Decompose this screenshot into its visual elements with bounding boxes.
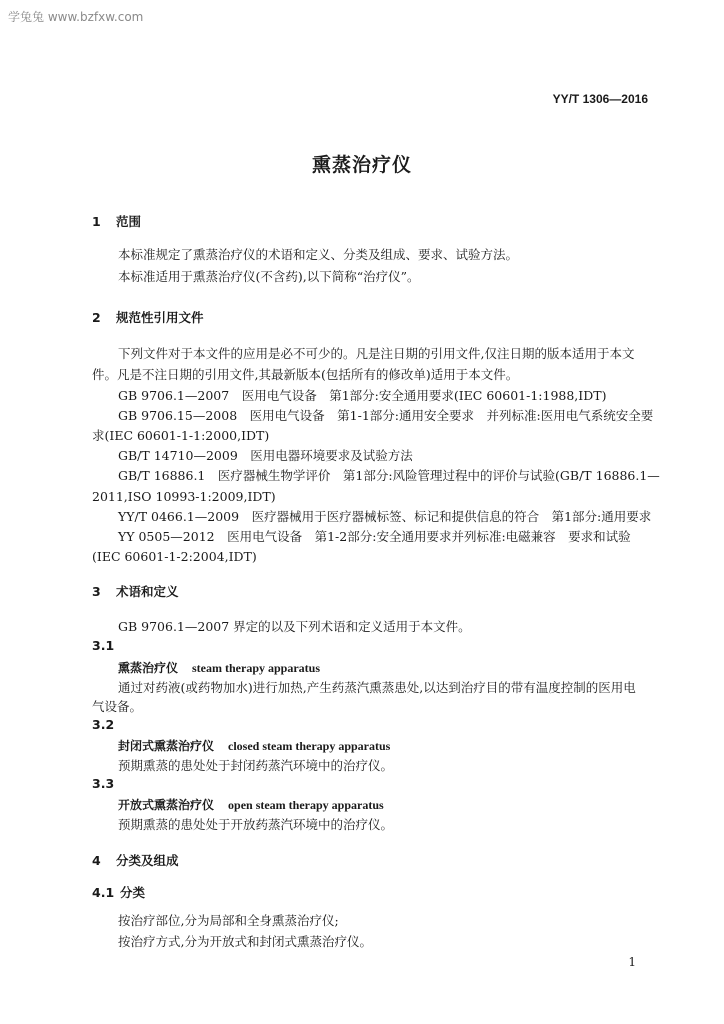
section-4-heading	[92, 851, 179, 869]
section-2-heading	[92, 308, 204, 326]
reference-item: GB 9706.15—2008 医用电气设备 第1-1部分:通用安全要求 并列标准:医用电气系统安全要	[118, 408, 654, 423]
term-en: steam therapy apparatus	[192, 661, 321, 675]
reference-item: 2011,ISO 10993-1:2009,IDT)	[92, 489, 276, 504]
term-definition: 通过对药液(或药物加水)进行加热,产生药蒸汽熏蒸患处,以达到治疗目的带有温度控制的医用电	[118, 680, 636, 695]
subsection-4-1-heading	[92, 883, 145, 901]
reference-item: (IEC 60601-1-2:2004,IDT)	[92, 549, 257, 564]
reference-item: 求(IEC 60601-1-1:2000,IDT)	[92, 428, 270, 443]
term-definition: 预期熏蒸的患处处于封闭药蒸汽环境中的治疗仪。	[118, 758, 394, 773]
section-title: 范围	[116, 214, 142, 229]
term-number: 3.3	[92, 776, 115, 791]
section-title: 分类及组成	[116, 853, 179, 868]
paragraph: 按治疗方式,分为开放式和封闭式熏蒸治疗仪。	[118, 934, 372, 949]
paragraph: 本标准规定了熏蒸治疗仪的术语和定义、分类及组成、要求、试验方法。	[118, 247, 519, 262]
term-zh: 熏蒸治疗仪	[118, 661, 179, 675]
reference-item: GB/T 16886.1 医疗器械生物学评价 第1部分:风险管理过程中的评价与试验(GB/T 16886.1—	[118, 468, 660, 483]
section-title: 术语和定义	[116, 584, 179, 599]
paragraph: GB 9706.1—2007 界定的以及下列术语和定义适用于本文件。	[118, 619, 471, 634]
section-1-heading	[92, 212, 141, 230]
term-definition: 气设备。	[92, 699, 143, 714]
term-zh: 开放式熏蒸治疗仪	[118, 798, 215, 812]
watermark: 学兔兔 www.bzfxw.com	[8, 10, 144, 24]
term-number: 3.2	[92, 717, 115, 732]
paragraph: 件。凡是不注日期的引用文件,其最新版本(包括所有的修改单)适用于本文件。	[92, 367, 519, 382]
term-en: closed steam therapy apparatus	[228, 739, 391, 753]
section-number: 1	[92, 214, 101, 229]
section-number: 4.1	[92, 885, 115, 900]
term-title	[118, 737, 390, 754]
term-number: 3.1	[92, 638, 115, 653]
term-en: open steam therapy apparatus	[228, 798, 384, 812]
reference-item: YY/T 0466.1—2009 医疗器械用于医疗器械标签、标记和提供信息的符合 第1部分:通用要求	[118, 509, 652, 524]
page-number: 1	[628, 955, 636, 969]
reference-item: GB/T 14710—2009 医用电器环境要求及试验方法	[118, 448, 413, 463]
section-number: 2	[92, 310, 101, 325]
reference-item: YY 0505—2012 医用电气设备 第1-2部分:安全通用要求并列标准:电磁兼容 要求和试验	[118, 529, 631, 544]
section-3-heading	[92, 582, 179, 600]
section-title: 分类	[120, 885, 146, 900]
paragraph: 按治疗部位,分为局部和全身熏蒸治疗仪;	[118, 913, 339, 928]
term-zh: 封闭式熏蒸治疗仪	[118, 739, 215, 753]
section-number: 3	[92, 584, 101, 599]
paragraph: 本标准适用于熏蒸治疗仪(不含药),以下简称“治疗仪”。	[118, 269, 420, 284]
reference-item: GB 9706.1—2007 医用电气设备 第1部分:安全通用要求(IEC 60601-1:1988,IDT)	[118, 388, 607, 403]
section-title: 规范性引用文件	[116, 310, 204, 325]
term-title	[118, 796, 384, 813]
term-title	[118, 659, 320, 676]
paragraph: 下列文件对于本文件的应用是必不可少的。凡是注日期的引用文件,仅注日期的版本适用于本文	[118, 346, 635, 361]
page-title: 熏蒸治疗仪	[311, 154, 412, 176]
standard-number: YY/T 1306—2016	[552, 92, 648, 106]
term-definition: 预期熏蒸的患处处于开放药蒸汽环境中的治疗仪。	[118, 817, 394, 832]
section-number: 4	[92, 853, 101, 868]
